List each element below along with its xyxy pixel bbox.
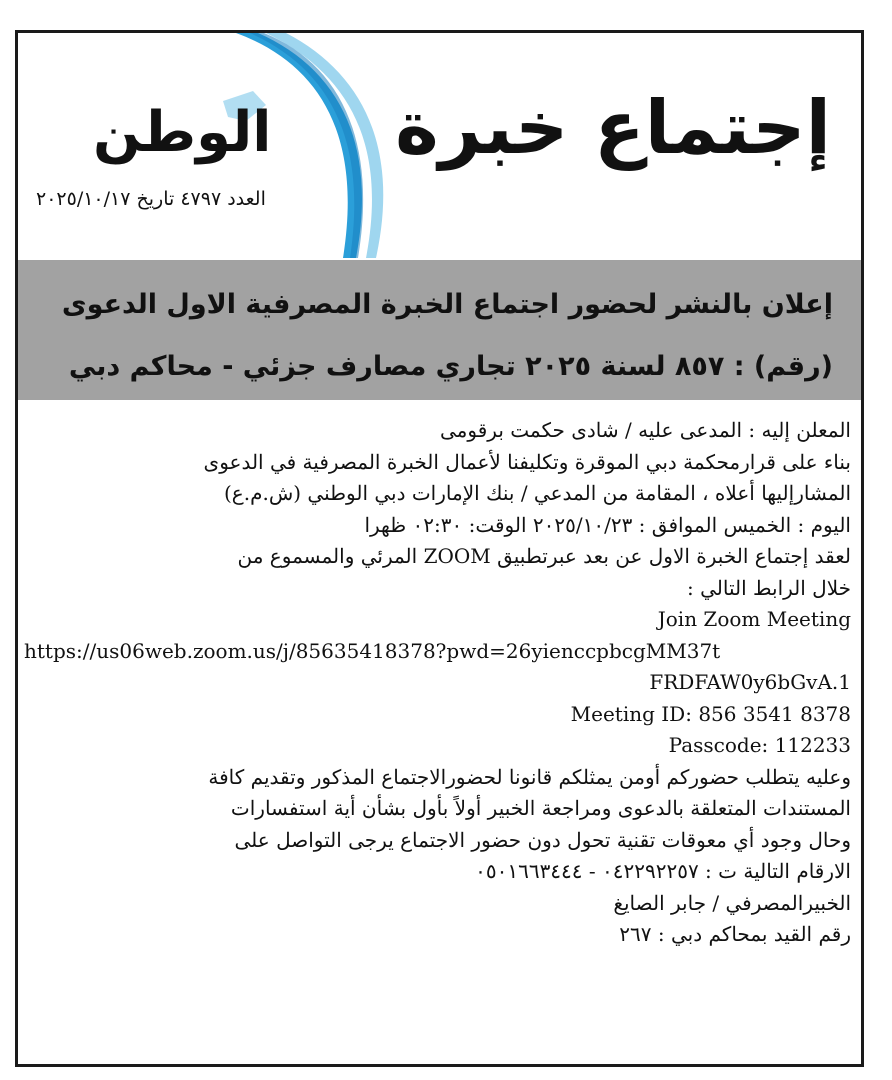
announcement-heading <box>18 260 861 400</box>
notice-title: إجتماع خبرة <box>395 85 831 171</box>
passcode: Passcode: 112233 <box>668 733 851 757</box>
body-line: بناء على قرارمحكمة دبي الموقرة وتكليفنا لأعمال الخبرة المصرفية في الدعوى <box>203 449 851 474</box>
issue-info: العدد ٤٧٩٧ تاريخ ٢٠٢٥/١٠/١٧ <box>36 188 266 210</box>
closing-line: وحال وجود أي معوقات تقنية تحول دون حضور الاجتماع يرجى التواصل على <box>234 827 851 852</box>
newspaper-logo: الوطن <box>93 100 272 165</box>
zoom-link[interactable]: https://us06web.zoom.us/j/85635418378?pwd=26yienccpbcgMM37t <box>24 638 721 663</box>
contact-numbers: الارقام التالية ت : ٠٤٢٢٩٢٢٥٧ - ٠٥٠١٦٦٣٤٤٤ <box>475 859 851 883</box>
closing-line: المستندات المتعلقة بالدعوى ومراجعة الخبير أولاً بأول بشأن أية استفسارات <box>230 796 851 820</box>
heading-line-1: إعلان بالنشر لحضور اجتماع الخبرة المصرفية الاول الدعوى <box>61 289 833 320</box>
wave-stroke-light <box>266 33 383 258</box>
closing-line: وعليه يتطلب حضوركم أومن يمثلكم قانونا لحضورالاجتماع المذكور وتقديم كافة <box>208 764 851 789</box>
body-line: المعلن إليه : المدعى عليه / شادى حكمت برقومى <box>440 418 851 442</box>
heading-line-2: (رقم) : ٨٥٧ لسنة ٢٠٢٥ تجاري مصارف جزئي - محاكم دبي <box>68 351 833 382</box>
body-line: المشارإليها أعلاه ، المقامة من المدعي / بنك الإمارات دبي الوطني (ش.م.ع) <box>223 481 851 505</box>
expert-signature: الخبيرالمصرفي / جابر الصايغ <box>613 890 851 915</box>
meeting-id: Meeting ID: 856 3541 8378 <box>570 701 851 726</box>
zoom-join-label: Join Zoom Meeting <box>657 607 851 631</box>
body-line: لعقد إجتماع الخبرة الاول عن بعد عبرتطبيق ZOOM المرئي والمسموع من <box>237 544 851 568</box>
notice-body <box>18 415 861 1055</box>
body-line: اليوم : الخميس الموافق : ٢٠٢٥/١٠/٢٣ الوقت: ٠٢:٣٠ ظهرا <box>364 512 851 537</box>
notice-header <box>18 33 861 258</box>
zoom-link-continued[interactable]: FRDFAW0y6bGvA.1 <box>649 670 851 694</box>
notice-frame <box>15 30 864 1067</box>
registration-number: رقم القيد بمحاكم دبي : ٢٦٧ <box>619 922 851 946</box>
body-line: خلال الرابط التالي : <box>687 575 851 600</box>
